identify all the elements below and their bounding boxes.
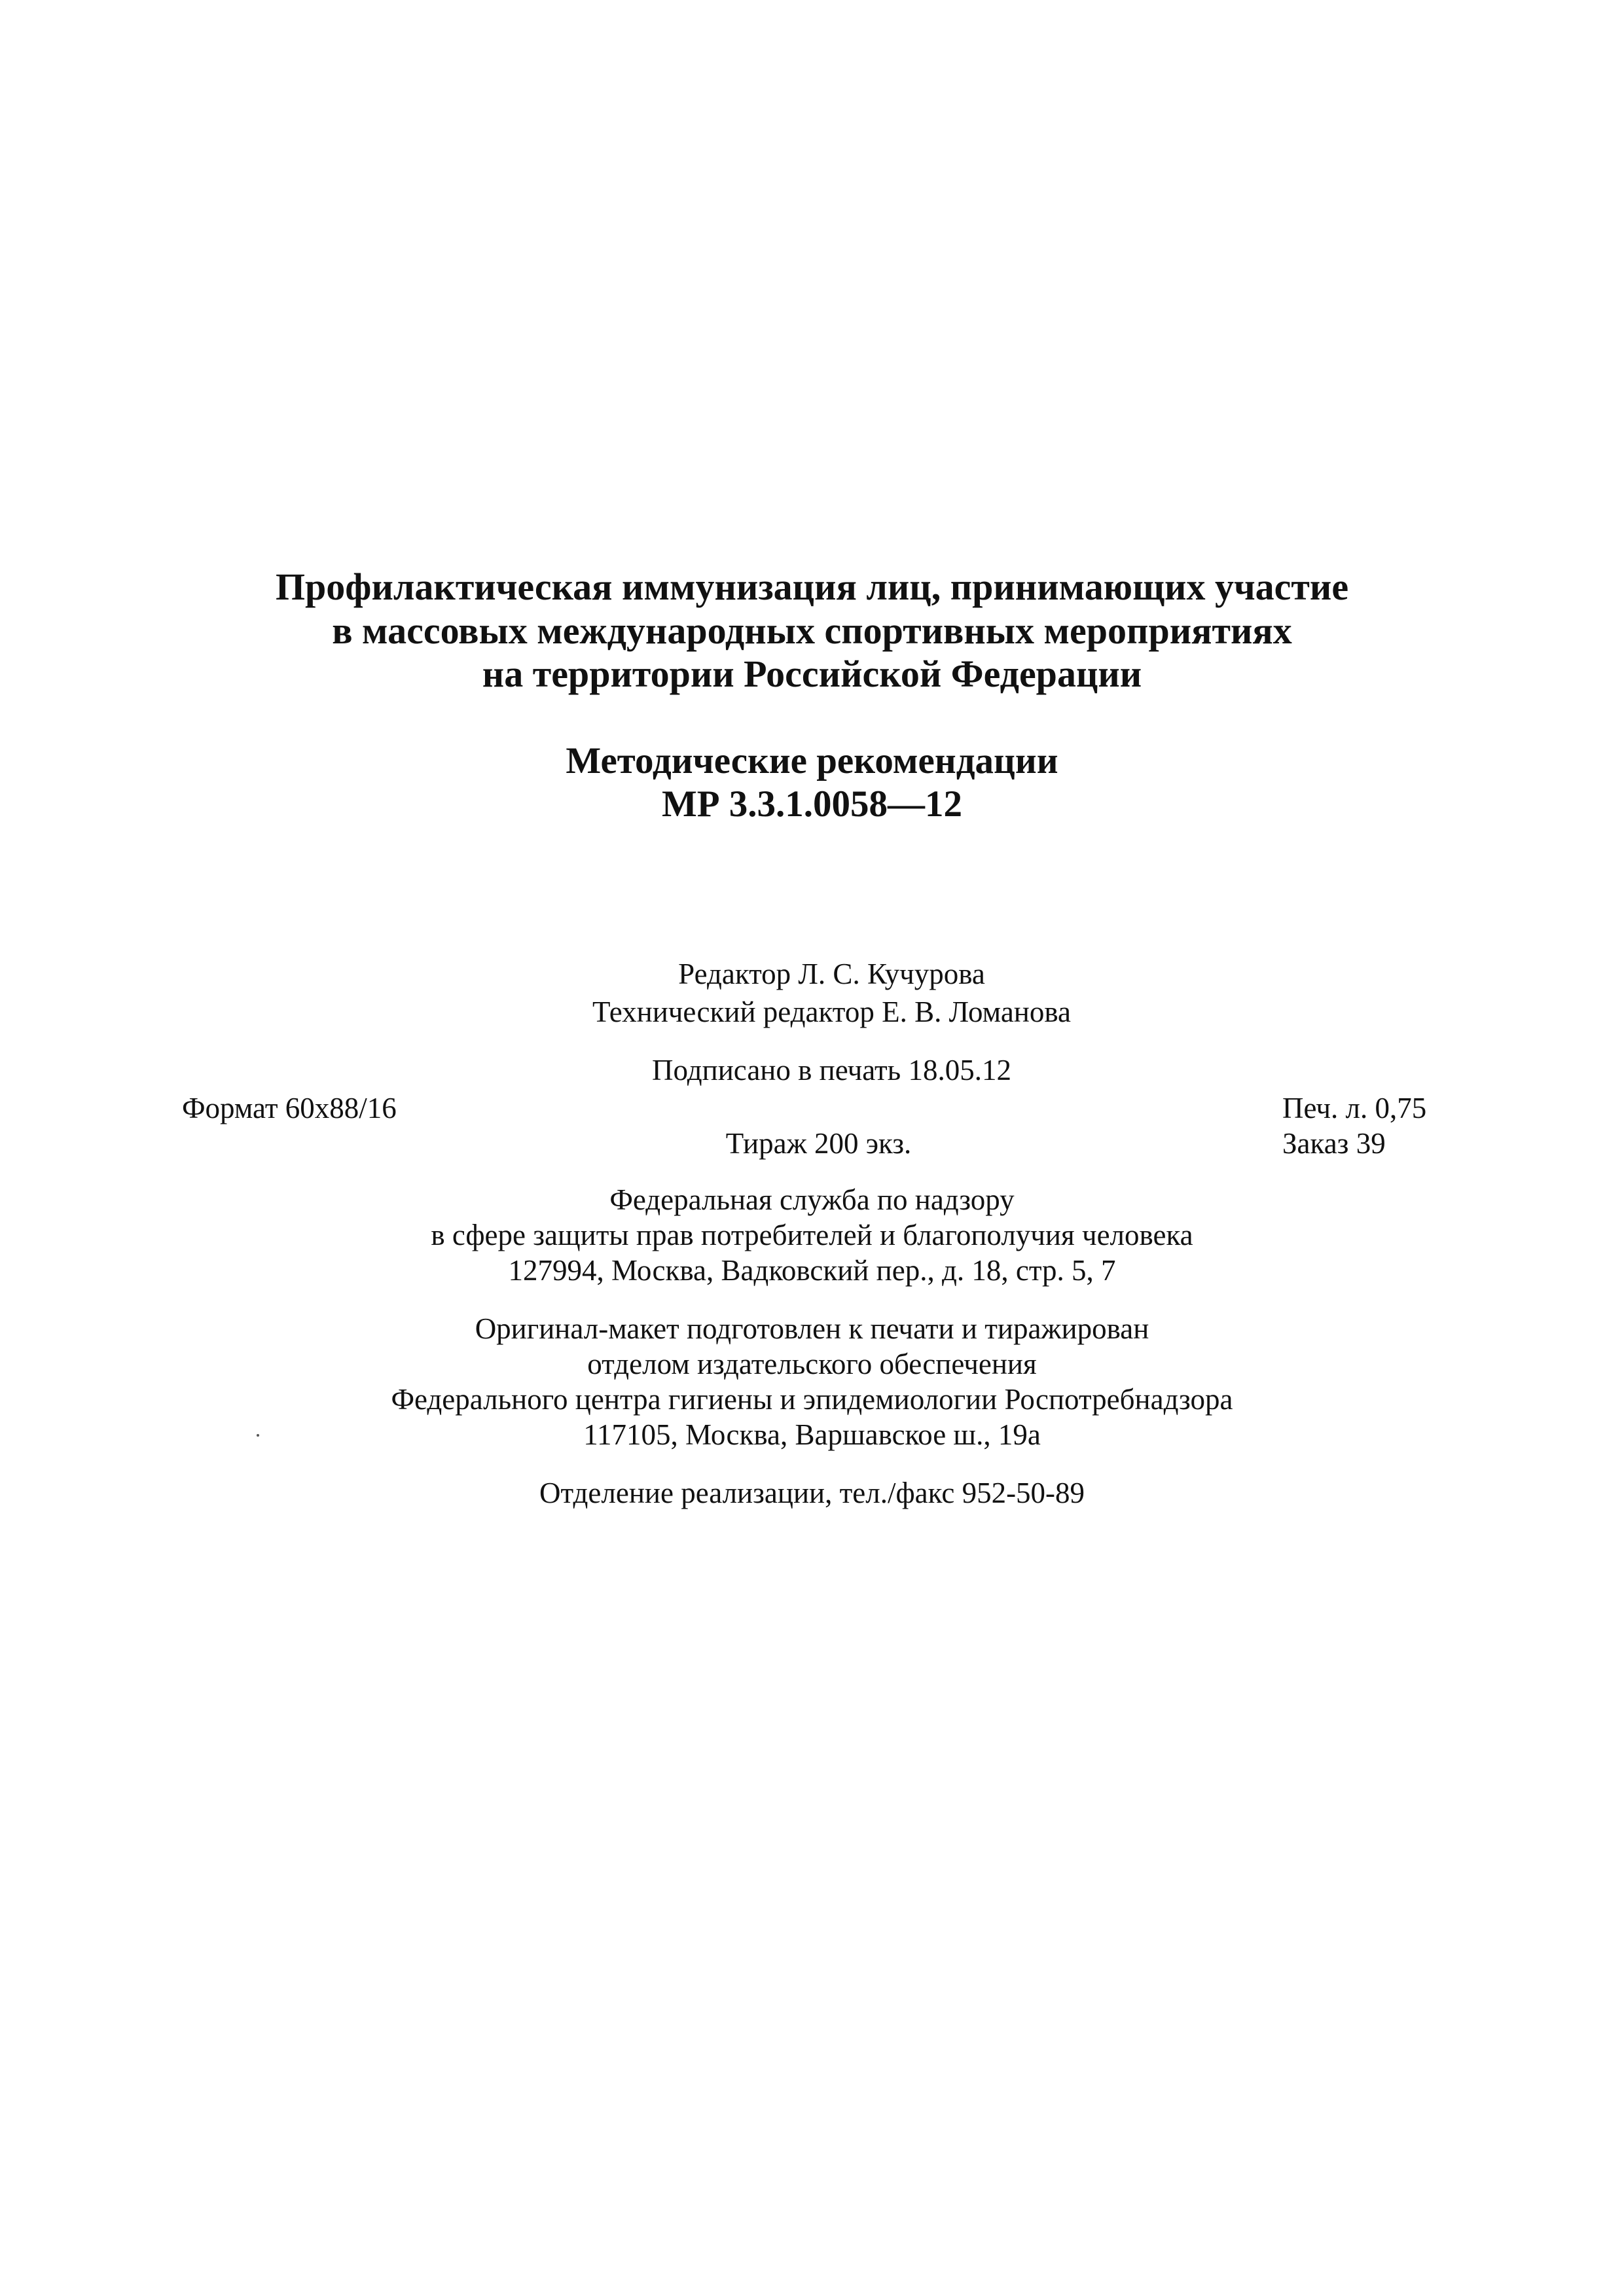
editor-credit: Редактор Л. С. Кучурова (678, 958, 985, 990)
signed-to-print: Подписано в печать 18.05.12 (652, 1054, 1011, 1086)
order-number: Заказ 39 (1282, 1127, 1386, 1160)
sales-contact: Отделение реализации, тел./факс 952-50-89 (539, 1477, 1085, 1509)
document-type-label: Методические рекомендации (566, 740, 1058, 781)
title-line-2: в массовых международных спортивных мероприятиях (332, 609, 1292, 652)
layout-maker-line-3: Федерального центра гигиены и эпидемиологии Роспотребнадзора (391, 1383, 1233, 1416)
publisher-line-1: Федеральная служба по надзору (609, 1183, 1015, 1216)
layout-maker-address: 117105, Москва, Варшавское ш., 19а (583, 1418, 1041, 1451)
circulation: Тираж 200 экз. (725, 1127, 912, 1160)
layout-maker-line-1: Оригинал-макет подготовлен к печати и тиражирован (475, 1312, 1149, 1345)
scan-speck (257, 1434, 259, 1437)
document-code: МР 3.3.1.0058—12 (661, 783, 963, 825)
printed-sheets: Печ. л. 0,75 (1282, 1092, 1427, 1124)
title-line-3: на территории Российской Федерации (482, 653, 1142, 695)
format-info: Формат 60x88/16 (182, 1092, 397, 1124)
publisher-line-2: в сфере защиты прав потребителей и благополучия человека (431, 1219, 1193, 1251)
publisher-address: 127994, Москва, Вадковский пер., д. 18, стр. 5, 7 (508, 1254, 1116, 1287)
tech-editor-credit: Технический редактор Е. В. Ломанова (592, 996, 1072, 1028)
layout-maker-line-2: отделом издательского обеспечения (587, 1348, 1037, 1380)
title-line-1: Профилактическая иммунизация лиц, принимающих участие (275, 565, 1349, 608)
